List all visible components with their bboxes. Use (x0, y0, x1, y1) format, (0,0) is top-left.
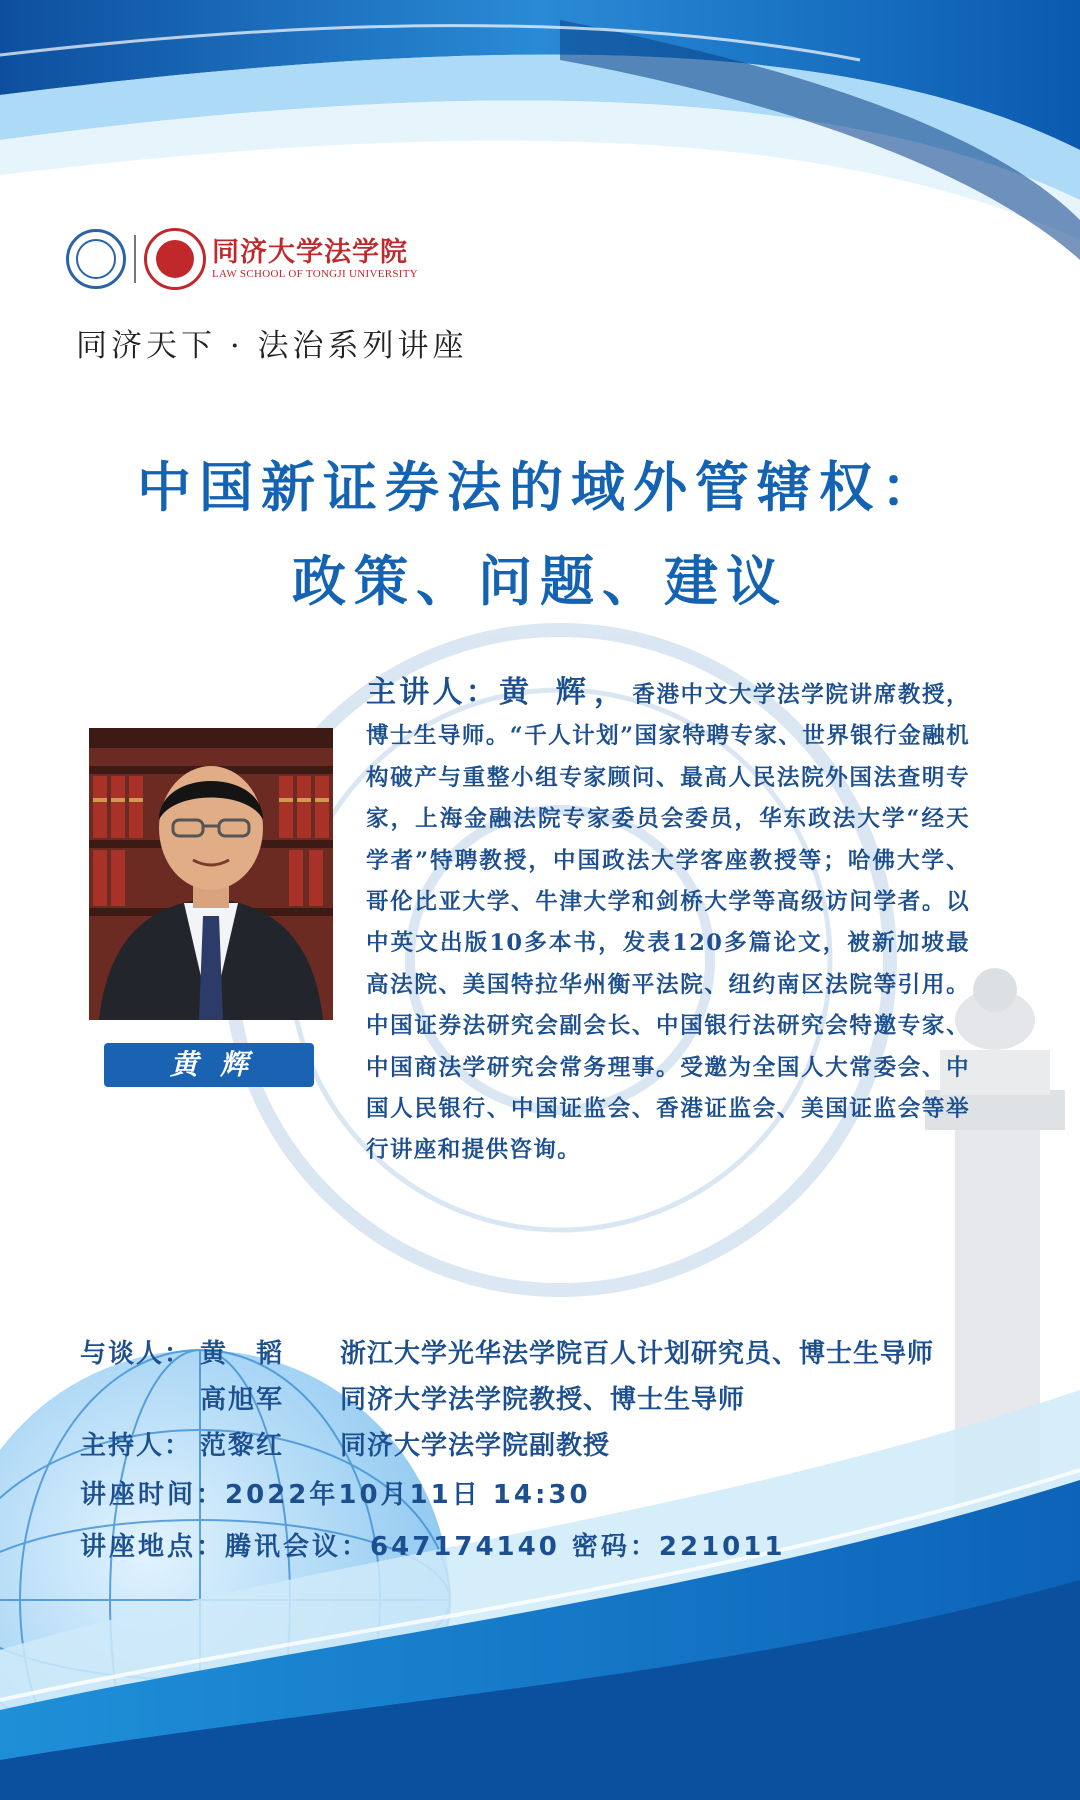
host-row (80, 1420, 934, 1466)
host-label: 主持人： (80, 1430, 193, 1461)
venue-value: 腾讯会议：647174140 密码：221011 (225, 1531, 786, 1562)
lecture-title-line1: 中国新证券法的域外管辖权： (137, 455, 943, 519)
discussant-label: 与谈人： (80, 1338, 193, 1369)
time-label: 讲座时间： (80, 1479, 226, 1510)
logo-divider (134, 235, 136, 283)
speaker-label: 主讲人： (366, 675, 499, 710)
discussant-row (80, 1328, 934, 1374)
speaker-name-badge: 黄辉 (104, 1043, 314, 1087)
lecture-details (80, 1328, 934, 1570)
series-title: 同济天下 · 法治系列讲座 (76, 328, 468, 364)
host-desc: 同济大学法学院副教授 (340, 1430, 611, 1461)
tongji-university-seal-icon (66, 229, 126, 289)
school-name-en: LAW SCHOOL OF TONGJI UNIVERSITY (212, 268, 419, 280)
discussant-name: 高旭军 (200, 1384, 285, 1415)
discussant-desc: 同济大学法学院教授、博士生导师 (340, 1384, 746, 1415)
discussant-name: 黄 韬 (200, 1338, 285, 1369)
law-school-wordmark (212, 238, 418, 280)
venue-label: 讲座地点： (80, 1531, 226, 1562)
logo-group (66, 226, 418, 292)
host-name: 范黎红 (200, 1430, 285, 1461)
school-name-cn: 同济大学法学院 (212, 237, 408, 268)
lecture-title-line2: 政策、问题、建议 (292, 549, 788, 613)
speaker-bio (366, 672, 970, 1172)
venue-row (80, 1518, 934, 1570)
discussant-desc: 浙江大学光华法学院百人计划研究员、博士生导师 (340, 1338, 935, 1369)
speaker-name: 黄 辉， (498, 675, 633, 710)
time-row (80, 1466, 934, 1518)
speaker-bio-text: 香港中文大学法学院讲席教授，博士生导师。“千人计划”国家特聘专家、世界银行金融机构破产与重整小组专家顾问、最高人民法院外国法查明专家，上海金融法院专家委员会委员，华东政法大学“经天学者”特聘教授，中国政法大学客座教授等；哈佛大学、哥伦比亚大学、牛津大学和剑桥大学等高级访问学者。以中英文出版10多本书，发表120多篇论文，被新加坡最高法院、美国特拉华州衡平法院、纽约南区法院等引用。中国证券法研究会副会长、中国银行法研究会特邀专家、中国商法学研究会常务理事。受邀为全国人大常委会、中国人民银行、中国证监会、香港证监会、美国证监会等举行讲座和提供咨询。 (366, 682, 971, 1164)
law-school-seal-icon (144, 228, 206, 290)
speaker-photo (89, 728, 333, 1020)
lecture-title (0, 440, 1080, 628)
discussant-row (80, 1374, 934, 1420)
time-value: 2022年10月11日 14:30 (225, 1479, 591, 1510)
